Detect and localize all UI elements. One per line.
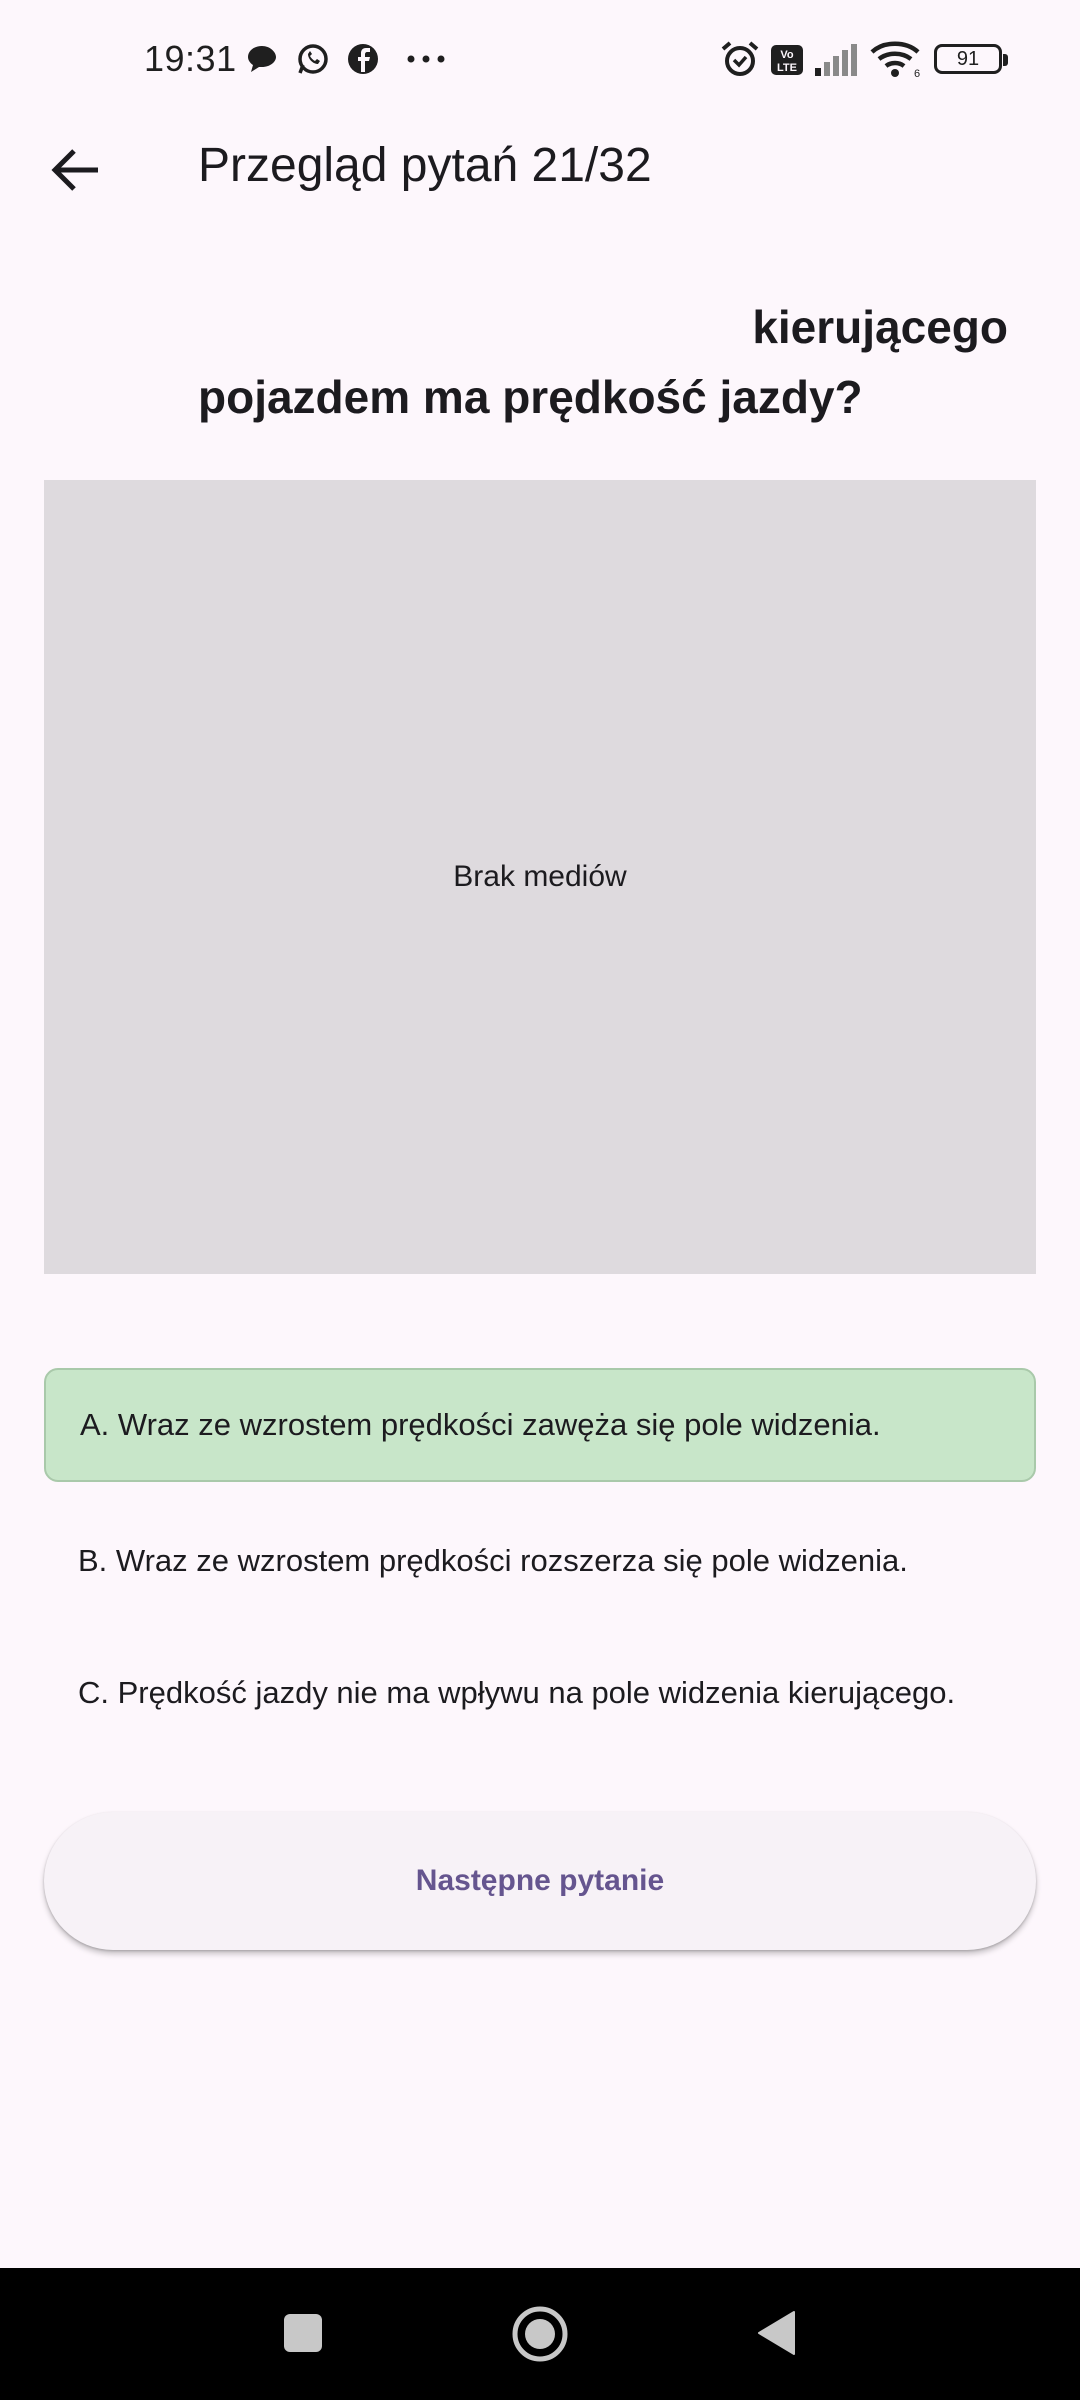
nav-back-button[interactable] [756, 2310, 796, 2361]
recent-apps-button[interactable] [282, 2312, 324, 2359]
answer-label: B. Wraz ze wzrostem prędkości rozszerza się pole widzenia. [78, 1543, 908, 1578]
signal-icon [814, 44, 860, 76]
next-question-button[interactable] [44, 1812, 1036, 1950]
answer-option-b[interactable] [44, 1504, 1036, 1618]
media-placeholder-label: Brak mediów [453, 860, 627, 893]
alarm-icon [720, 40, 760, 78]
home-button[interactable] [510, 2304, 570, 2369]
app-bar [0, 120, 1080, 210]
volte-icon [770, 44, 804, 76]
wifi-icon [870, 40, 920, 78]
more-dots-icon [406, 54, 446, 64]
question-line-1: kierującego [752, 301, 1008, 353]
whatsapp-icon [296, 42, 330, 76]
next-question-label: Następne pytanie [415, 1864, 665, 1897]
question-text [198, 292, 1008, 432]
facebook-icon [346, 42, 380, 76]
back-button[interactable] [40, 134, 112, 206]
answer-label: A. Wraz ze wzrostem prędkości zawęża się pole widzenia. [80, 1407, 881, 1442]
status-bar [0, 0, 1080, 120]
media-placeholder [44, 480, 1036, 1274]
svg-text:Vo: Vo [780, 49, 794, 61]
answer-label: C. Prędkość jazdy nie ma wpływu na pole widzenia kierującego. [78, 1675, 956, 1710]
battery-icon: 91 [934, 44, 1002, 74]
svg-text:LTE: LTE [777, 62, 797, 74]
answer-option-a[interactable] [44, 1368, 1036, 1482]
circle-home-icon [510, 2304, 570, 2364]
page-title: Przegląd pytań 21/32 [198, 139, 652, 192]
svg-text:6: 6 [914, 68, 920, 78]
chat-bubble-icon [246, 44, 278, 74]
system-navigation-bar [0, 2268, 1080, 2400]
triangle-back-icon [756, 2310, 796, 2356]
status-time: 19:31 [144, 38, 237, 79]
question-line-2: pojazdem ma prędkość jazdy? [198, 371, 863, 423]
answer-option-c[interactable] [44, 1636, 1036, 1750]
square-icon [282, 2312, 324, 2354]
arrow-back-icon [50, 147, 102, 193]
